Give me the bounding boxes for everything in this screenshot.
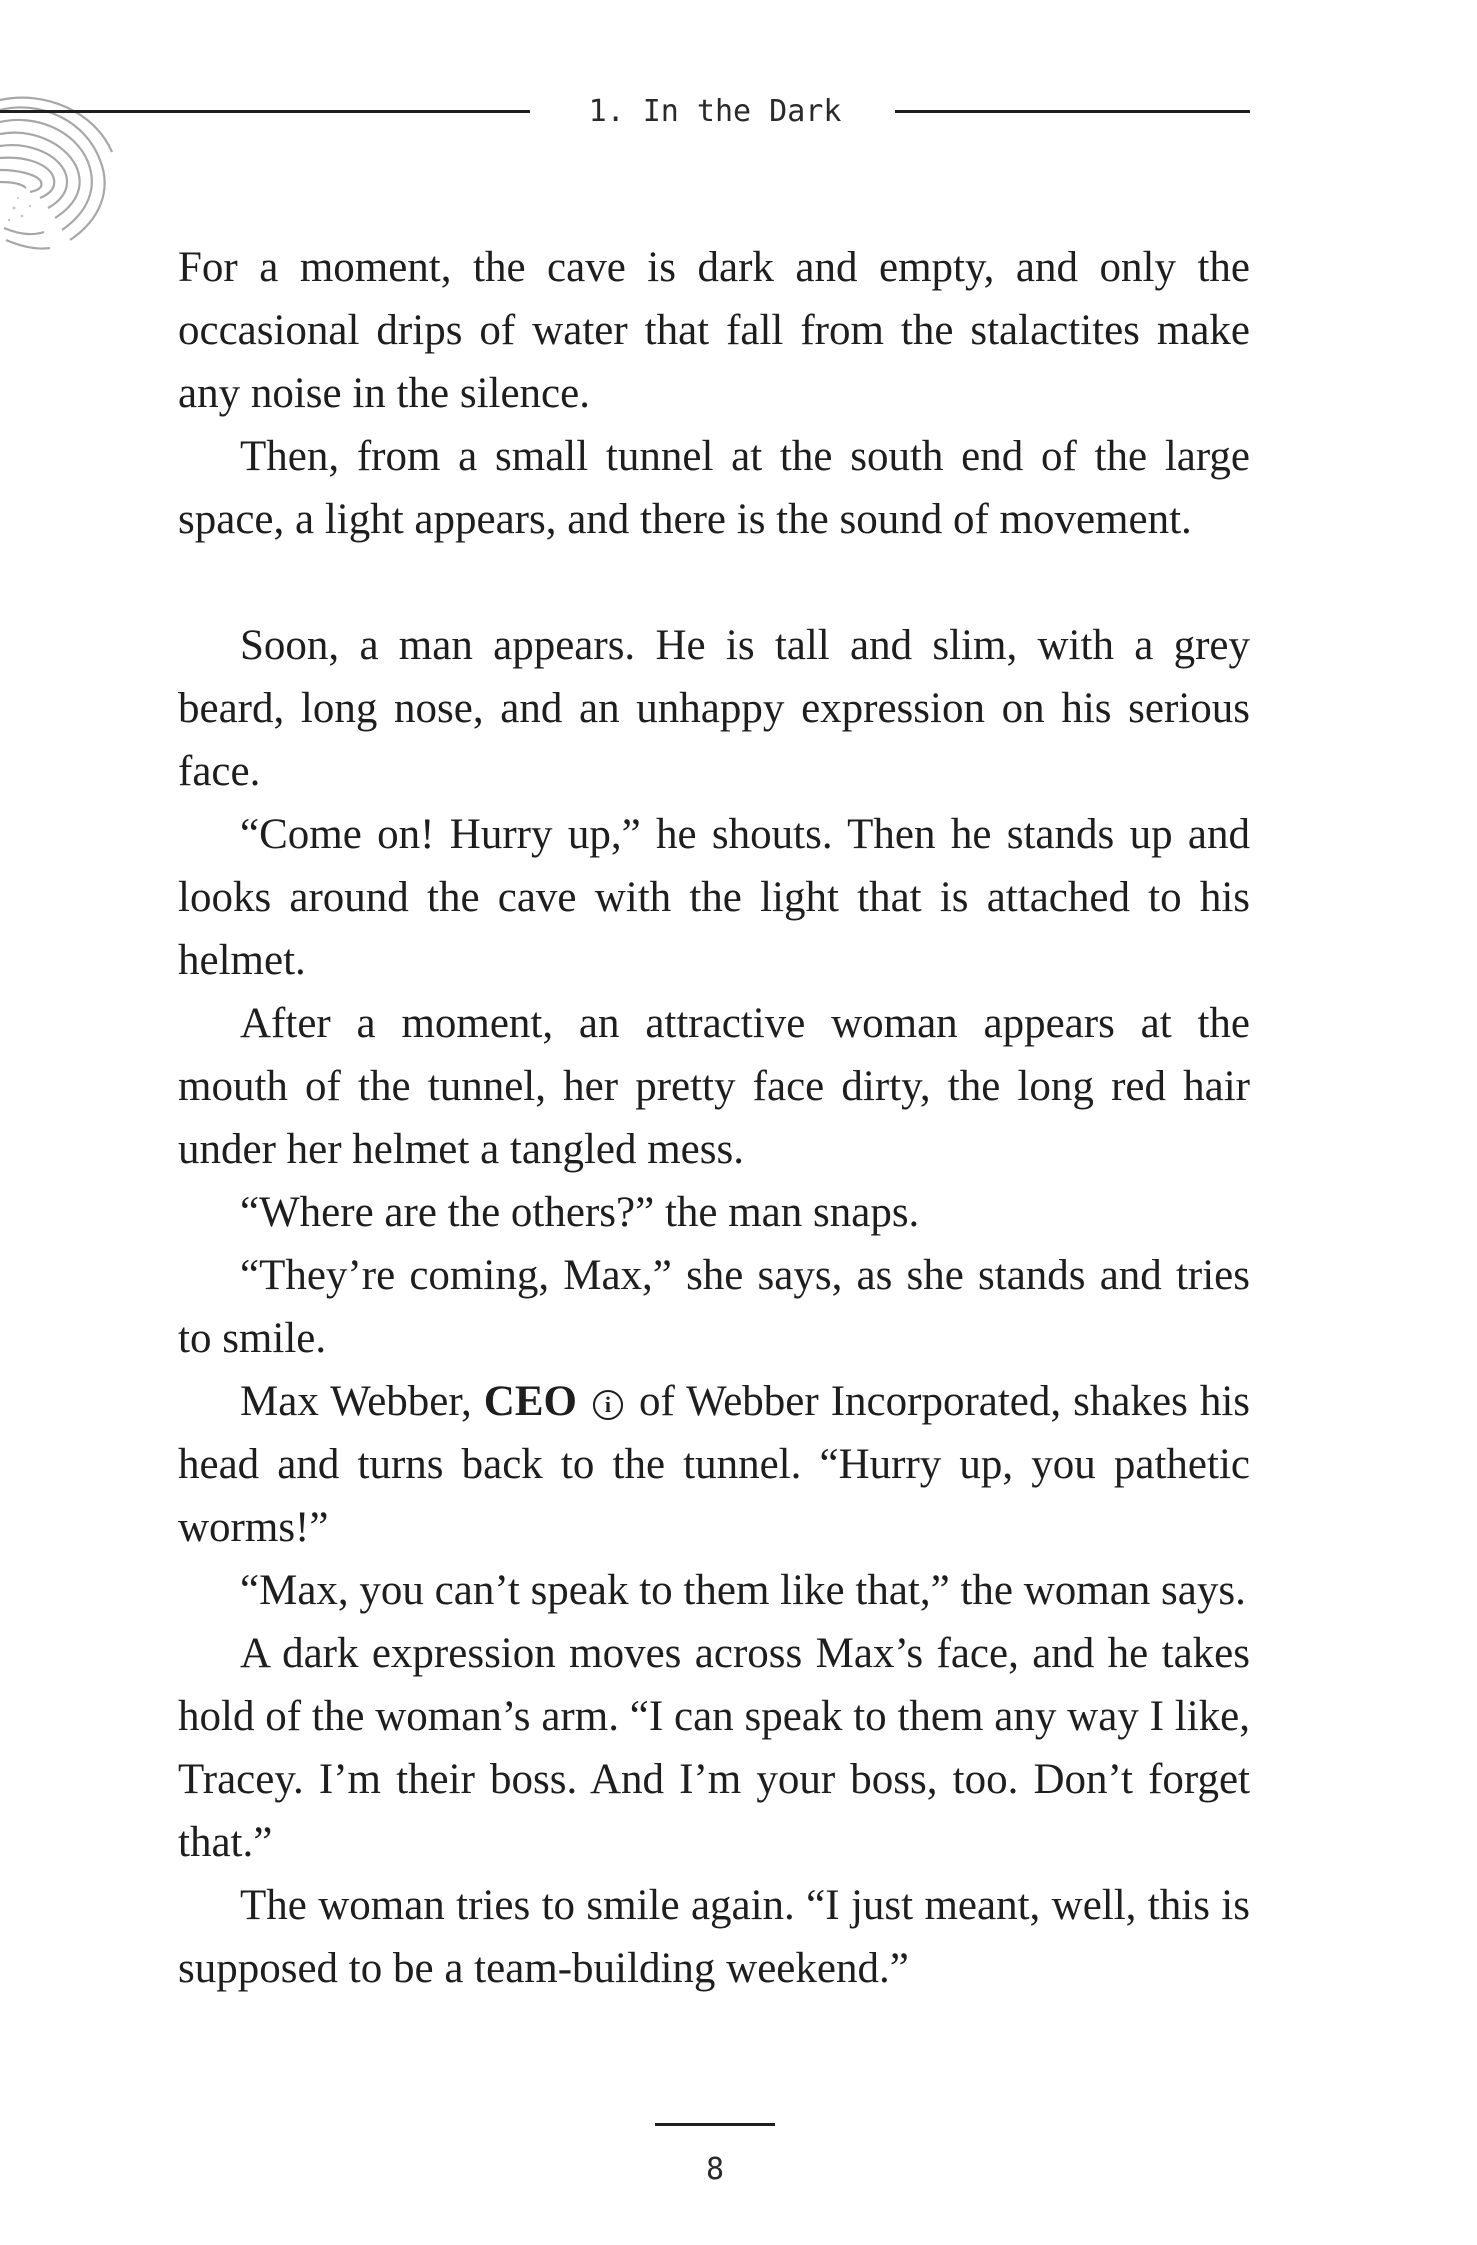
header-rule-left <box>0 110 530 113</box>
paragraph: “Come on! Hurry up,” he shouts. Then he stands up and looks around the cave with the light that is attached to his helmet. <box>178 811 1250 984</box>
paragraph: The woman tries to smile again. “I just meant, well, this is supposed to be a team-building weekend.” <box>178 1882 1250 1992</box>
paragraph: “Max, you can’t speak to them like that,” the woman says. <box>240 1567 1246 1614</box>
paragraph: Then, from a small tunnel at the south end of the large space, a light appears, and there is the sound of movement. <box>178 433 1250 543</box>
paragraph: “Where are the others?” the man snaps. <box>240 1189 920 1236</box>
page-number: 8 <box>705 2152 725 2187</box>
paragraph: For a moment, the cave is dark and empty, and only the occasional drips of water that fall from the stalactites make any noise in the silence. <box>178 244 1250 417</box>
running-header <box>0 92 1477 132</box>
header-rule-right <box>895 110 1250 113</box>
paragraph-text: of Webber Incorporated, shakes his head and turns back to the tunnel. “Hurry up, you pathetic worms!” <box>178 1378 1251 1551</box>
paragraph-with-glossary <box>178 1370 1250 1559</box>
chapter-title: 1. In the Dark <box>588 94 842 129</box>
paragraph: “They’re coming, Max,” she says, as she stands and tries to smile. <box>178 1252 1250 1362</box>
body-text <box>178 236 1250 2000</box>
paragraph: Soon, a man appears. He is tall and slim, with a grey beard, long nose, and an unhappy expression on his serious face. <box>178 622 1250 795</box>
info-circle-icon[interactable]: i <box>593 1390 623 1420</box>
paragraph-text: Max Webber, <box>240 1378 484 1425</box>
glossary-term[interactable]: CEO <box>483 1378 577 1425</box>
paragraph: A dark expression moves across Max’s face, and he takes hold of the woman’s arm. “I can speak to them any way I like, Tracey. I’m their boss. And I’m your boss, too. Don’t forget that.” <box>178 1630 1250 1866</box>
footer-rule <box>655 2123 775 2126</box>
paragraph: After a moment, an attractive woman appears at the mouth of the tunnel, her pretty face dirty, the long red hair under her helmet a tangled mess. <box>178 1000 1250 1173</box>
